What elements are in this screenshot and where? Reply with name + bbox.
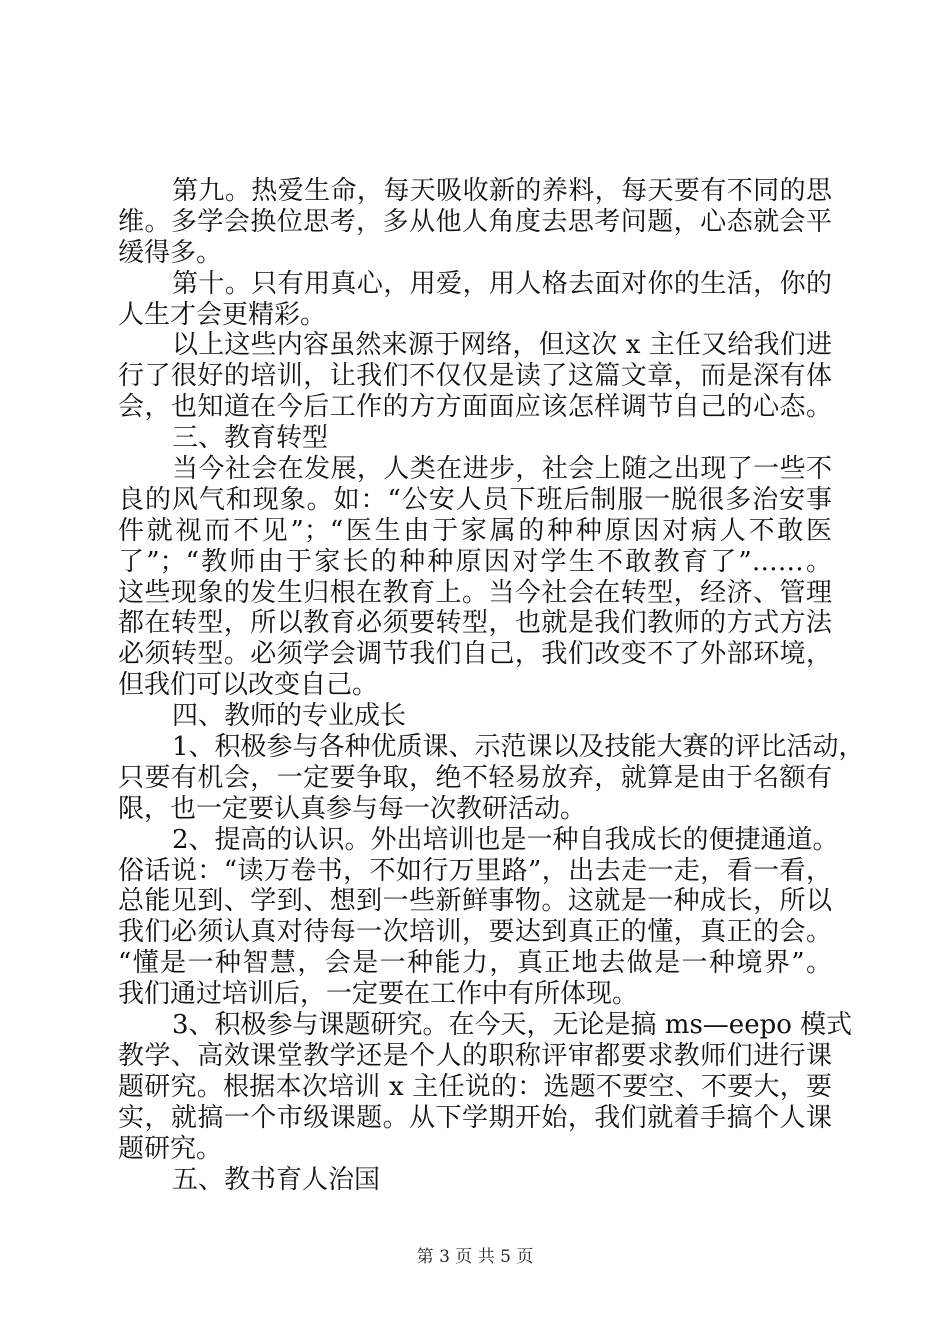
text-line: 总能见到、学到、想到一些新鲜事物。这就是一种成长，所以 — [118, 886, 832, 917]
text-line: 以上这些内容虽然来源于网络，但这次 x 主任又给我们进 — [172, 330, 832, 361]
page-footer: 第 3 页 共 5 页 — [416, 1247, 534, 1267]
text-line: 行了很好的培训，让我们不仅仅是读了这篇文章，而是深有体 — [118, 361, 832, 392]
text-line: 限，也一定要认真参与每一次教研活动。 — [118, 793, 587, 824]
text-line: 良的风气和现象。如：“公安人员下班后制服一脱很多治安事 — [118, 484, 832, 515]
text-line: 人生才会更精彩。 — [118, 299, 327, 330]
text-line: 但我们可以改变自己。 — [118, 670, 379, 701]
text-line: 题研究。 — [118, 1133, 223, 1164]
text-line: 我们必须认真对待每一次培训，要达到真正的懂，真正的会。 — [118, 917, 832, 948]
text-line: 了”；“教师由于家长的种种原因对学生不敢教育了”……。 — [118, 546, 832, 577]
text-line: 必须转型。必须学会调节我们自己，我们改变不了外部环境， — [118, 639, 832, 670]
text-line: 教学、高效课堂教学还是个人的职称评审都要求教师们进行课 — [118, 1040, 832, 1071]
text-line: 第十。只有用真心，用爱，用人格去面对你的生活，你的 — [172, 268, 832, 299]
text-line: 第九。热爱生命，每天吸收新的养料，每天要有不同的思 — [172, 176, 832, 206]
text-line: 这些现象的发生归根在教育上。当今社会在转型，经济、管理 — [118, 577, 832, 608]
text-line: 1、积极参与各种优质课、示范课以及技能大赛的评比活动， — [172, 732, 865, 763]
text-line: 都在转型，所以教育必须要转型，也就是我们教师的方式方法 — [118, 608, 832, 639]
text-line: 题研究。根据本次培训 x 主任说的：选题不要空、不要大，要 — [118, 1071, 832, 1102]
text-line: 只要有机会，一定要争取，绝不轻易放弃，就算是由于名额有 — [118, 762, 832, 793]
text-line: 四、教师的专业成长 — [172, 701, 407, 732]
text-line: 会，也知道在今后工作的方方面面应该怎样调节自己的心态。 — [118, 392, 832, 423]
text-line: “懂是一种智慧，会是一种能力，真正地去做是一种境界”。 — [118, 948, 832, 979]
text-line: 件就视而不见”；“医生由于家属的种种原因对病人不敢医 — [118, 515, 832, 546]
text-line: 当今社会在发展，人类在进步，社会上随之出现了一些不 — [172, 454, 832, 485]
text-line: 俗话说：“读万卷书，不如行万里路”，出去走一走，看一看， — [118, 855, 832, 886]
text-line: 2、提高的认识。外出培训也是一种自我成长的便捷通道。 — [172, 824, 839, 855]
text-line: 五、教书育人治国 — [172, 1164, 381, 1195]
text-line: 3、积极参与课题研究。在今天，无论是搞 ms—eepo 模式 — [172, 1010, 853, 1041]
text-line: 缓得多。 — [118, 237, 223, 268]
text-line: 三、教育转型 — [172, 423, 329, 454]
text-line: 实，就搞一个市级课题。从下学期开始，我们就着手搞个人课 — [118, 1102, 832, 1133]
text-line: 维。多学会换位思考，多从他人角度去思考问题，心态就会平 — [118, 206, 832, 237]
document-body — [118, 176, 865, 1195]
text-line: 我们通过培训后，一定要在工作中有所体现。 — [118, 979, 639, 1010]
